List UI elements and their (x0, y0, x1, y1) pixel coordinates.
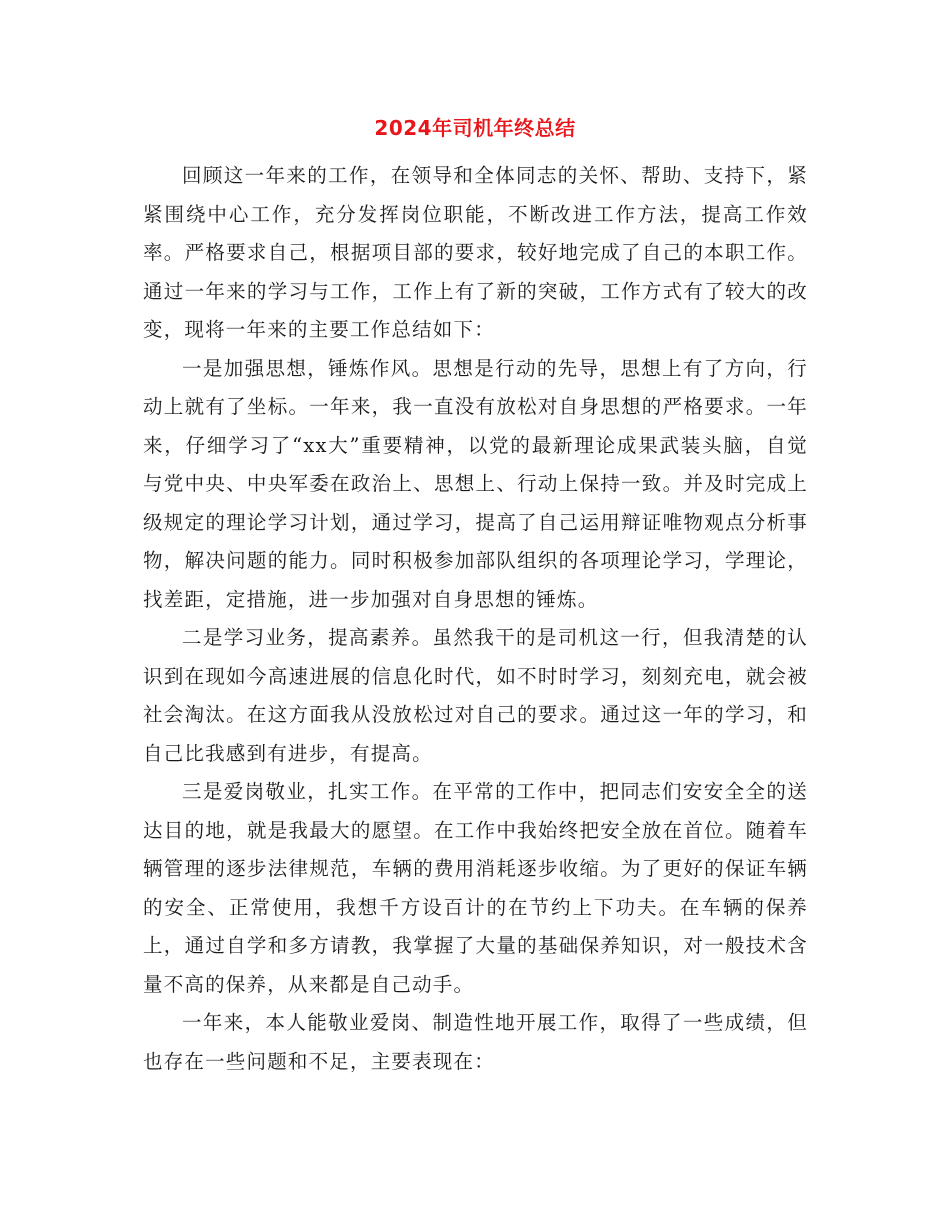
document-title: 2024年司机年终总结 (374, 116, 576, 140)
paragraph-thought: 一是加强思想，锤炼作风。思想是行动的先导，思想上有了方向，行动上就有了坐标。一年来，我一直没有放松对自身思想的严格要求。一年来，仔细学习了“xx大”重要精神，以党的最新理论成果武装头脑，自觉与党中央、中央军委在政治上、思想上、行动上保持一致。并及时完成上级规定的理论学习计划，通过学习，提高了自己运用辩证唯物观点分析事物，解决问题的能力。同时积极参加部队组织的各项理论学习，学理论，找差距，定措施，进一步加强对自身思想的锤炼。 (143, 356, 808, 611)
paragraph-study: 二是学习业务，提高素养。虽然我干的是司机这一行，但我清楚的认识到在现如今高速进展的信息化时代，如不时时学习，刻刻充电，就会被社会淘汰。在这方面我从没放松过对自己的要求。通过这一年的学习，和自己比我感到有进步，有提高。 (143, 626, 808, 765)
document-body (143, 157, 808, 1081)
paragraph-intro: 回顾这一年来的工作，在领导和全体同志的关怀、帮助、支持下，紧紧围绕中心工作，充分发挥岗位职能，不断改进工作方法，提高工作效率。严格要求自己，根据项目部的要求，较好地完成了自己的本职工作。通过一年来的学习与工作，工作上有了新的突破，工作方式有了较大的改变，现将一年来的主要工作总结如下： (143, 164, 808, 341)
paragraph-work: 三是爱岗敬业，扎实工作。在平常的工作中，把同志们安安全全的送达目的地，就是我最大的愿望。在工作中我始终把安全放在首位。随着车辆管理的逐步法律规范，车辆的费用消耗逐步收缩。为了更好的保证车辆的安全、正常使用，我想千方设百计的在节约上下功夫。在车辆的保养上，通过自学和多方请教，我掌握了大量的基础保养知识，对一般技术含量不高的保养，从来都是自己动手。 (143, 780, 808, 996)
paragraph-shortcomings: 一年来，本人能敬业爱岗、制造性地开展工作，取得了一些成绩，但也存在一些问题和不足，主要表现在： (143, 1011, 808, 1073)
